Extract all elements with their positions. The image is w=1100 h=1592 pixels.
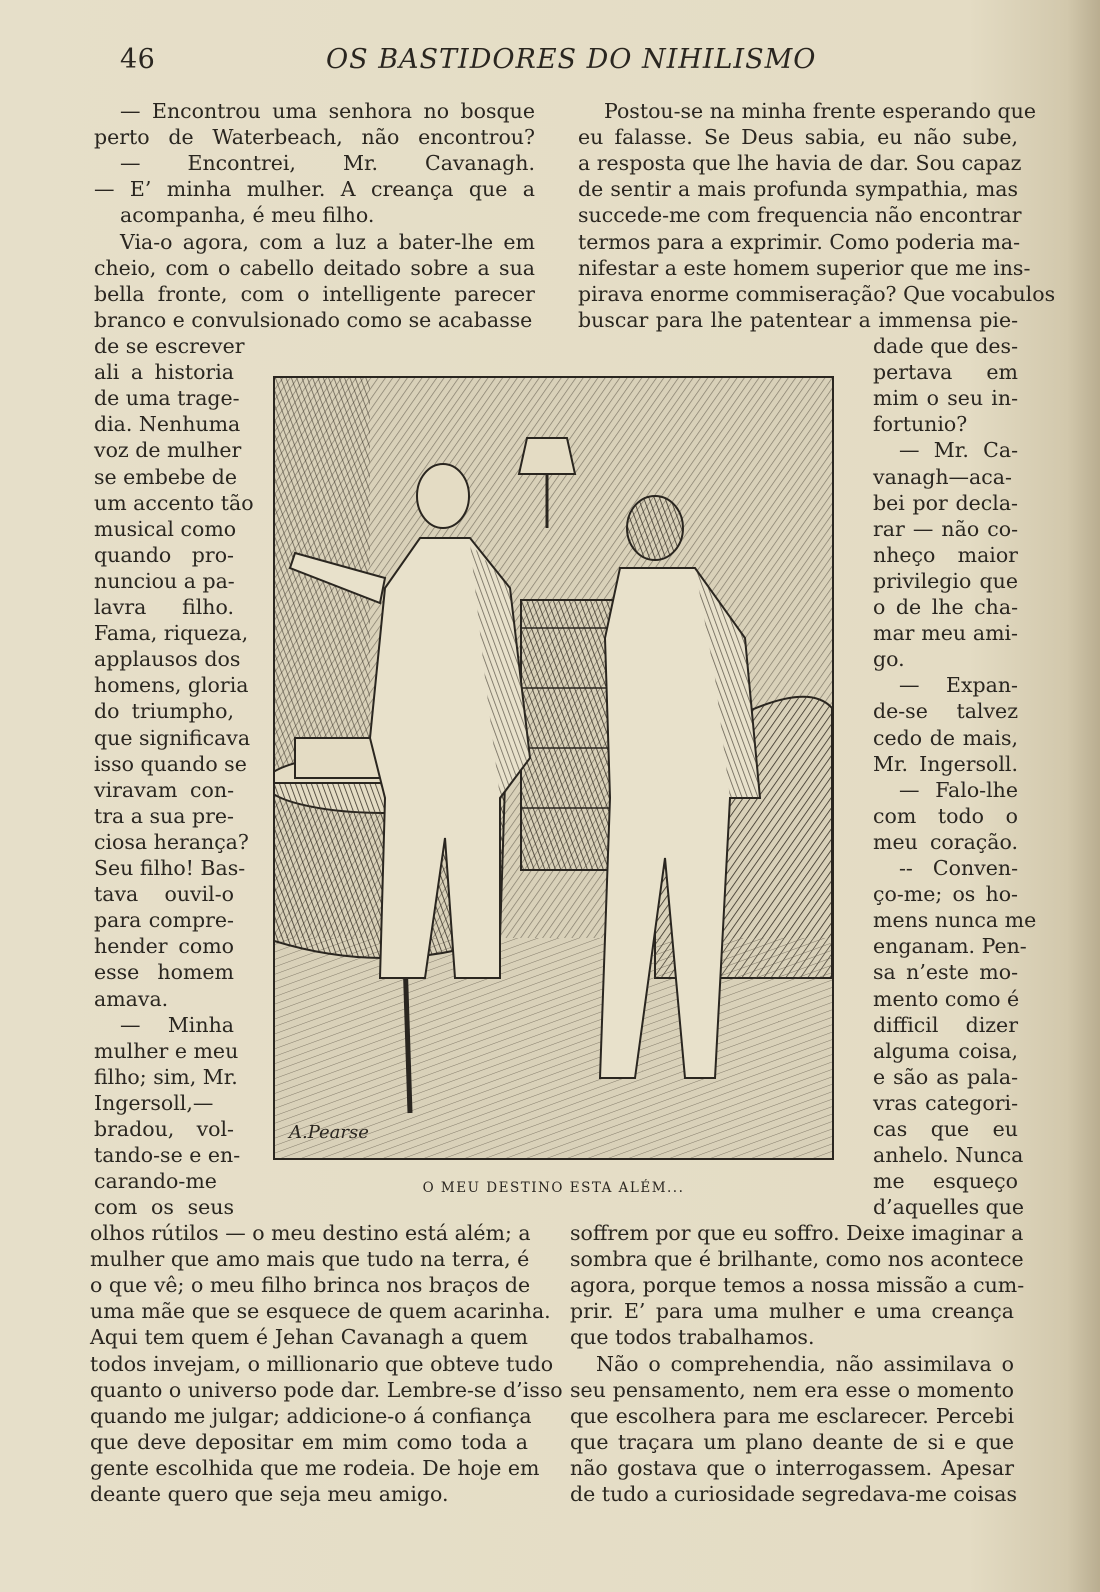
text-line: prir. E’ para uma mulher e uma creança [570, 1299, 1014, 1324]
text-line: que escolhera para me esclarecer. Percebi [570, 1403, 1014, 1428]
text-line: quando me julgar; addicione-o á confiança [90, 1403, 532, 1428]
text-line: quanto o universo pode dar. Lembre-se d’isso [90, 1377, 563, 1402]
text-line: tava ouvil-o [94, 882, 234, 907]
text-line: acompanha, é meu filho. [120, 203, 375, 228]
text-line: mulher que amo mais que tudo na terra, é [90, 1247, 530, 1272]
text-line: o que vê; o meu filho brinca nos braços de [90, 1273, 531, 1298]
text-line: tando-se e en- [94, 1143, 241, 1168]
text-line: Fama, riqueza, [94, 621, 249, 646]
text-line: que todos trabalhamos. [570, 1325, 815, 1350]
text-line: musical como [94, 516, 237, 541]
text-line: de uma trage- [94, 386, 240, 411]
text-line: fortunio? [873, 412, 968, 437]
text-line: pirava enorme commiseração? Que vocabulos [578, 281, 1056, 306]
text-line: um accento tão [94, 490, 254, 515]
text-line: succede-me com frequencia não encontrar [578, 203, 1022, 228]
text-line: soffrem por que eu soffro. Deixe imaginar a [570, 1221, 1024, 1245]
text-line: Seu filho! Bas- [94, 856, 246, 880]
text-line: com todo o [873, 803, 1018, 828]
text-line: Aqui tem quem é Jehan Cavanagh a quem [90, 1325, 528, 1350]
text-line: vanagh—aca- [873, 464, 1012, 489]
text-line: pertava em [873, 360, 1018, 385]
text-line: Postou-se na minha frente esperando que [604, 99, 1036, 123]
text-line: que significava [94, 725, 251, 750]
text-line: nifestar a este homem superior que me ins- [578, 255, 1031, 280]
page-number: 46 [120, 44, 156, 75]
text-line: mulher e meu [94, 1038, 239, 1063]
text-line: sombra que é brilhante, como nos acontece [570, 1247, 1024, 1272]
text-line: amava. [94, 986, 169, 1011]
text-line: — Mr. Ca- [899, 438, 1018, 463]
text-line: ço-me; os ho- [873, 882, 1018, 907]
text-line: Mr. Ingersoll. [873, 751, 1018, 776]
text-line: anhelo. Nunca [873, 1143, 1024, 1168]
text-line: o de lhe cha- [873, 595, 1018, 619]
text-line: de sentir a mais profunda sympathia, mas [578, 177, 1018, 202]
text-line: — E’ minha mulher. A creança que a [94, 177, 535, 202]
text-line: -- Conven- [899, 856, 1018, 880]
text-line: que deve depositar em mim como toda a [90, 1429, 528, 1454]
text-line: alguma coisa, [873, 1038, 1018, 1063]
text-line: filho; sim, Mr. [94, 1064, 238, 1089]
text-line: d’aquelles que [873, 1195, 1025, 1220]
text-line: Ingersoll,— [94, 1090, 214, 1115]
illustration [273, 376, 834, 1160]
text-line: cedo de mais, [873, 725, 1018, 750]
text-line: — Encontrei, Mr. Cavanagh. [120, 151, 535, 176]
text-line: seu pensamento, nem era esse o momento [570, 1377, 1014, 1402]
text-line: todos invejam, o millionario que obteve tudo [90, 1351, 554, 1376]
text-line: carando-me [94, 1169, 217, 1194]
text-line: se embebe de [94, 464, 238, 489]
text-line: termos para a exprimir. Como poderia ma- [578, 229, 1021, 254]
text-line: Não o comprehendia, não assimilava o [596, 1351, 1014, 1376]
text-line: agora, porque temos a nossa missão a cum- [570, 1273, 1025, 1298]
lamp-shade [519, 438, 575, 474]
text-line: eu falasse. Se Deus sabia, eu não sube, [578, 125, 1018, 150]
text-line: que traçara um plano deante de si e que [570, 1429, 1014, 1454]
text-line: esse homem [94, 960, 234, 985]
text-line: go. [873, 647, 905, 672]
text-line: mento como é [873, 986, 1020, 1011]
text-line: deante quero que seja meu amigo. [90, 1482, 449, 1506]
text-line: mim o seu in- [873, 386, 1018, 411]
text-line: branco e convulsionado como se acabasse [94, 307, 533, 332]
text-line: quando pro- [94, 542, 234, 567]
text-line: com os seus [94, 1195, 234, 1220]
text-line: olhos rútilos — o meu destino está além; a [90, 1221, 531, 1245]
text-line: vras categori- [873, 1090, 1018, 1115]
text-line: homens, gloria [94, 673, 249, 698]
text-line: nheço maior [873, 542, 1018, 567]
text-line: lavra filho. [94, 595, 234, 619]
text-line: perto de Waterbeach, não encontrou? [94, 125, 535, 150]
text-line: ciosa herança? [94, 829, 249, 854]
text-line: gente escolhida que me rodeia. De hoje em [90, 1455, 540, 1480]
text-line: nunciou a pa- [94, 568, 235, 593]
text-line: difficil dizer [873, 1012, 1018, 1037]
text-line: viravam con- [94, 777, 234, 802]
text-line: dade que des- [873, 334, 1018, 358]
text-line: bella fronte, com o intelligente parecer [94, 281, 535, 306]
text-line: para compre- [94, 908, 234, 933]
text-line: rar — não co- [873, 516, 1018, 541]
text-line: cas que eu [873, 1117, 1018, 1141]
text-line: do triumpho, [94, 699, 234, 724]
running-title: OS BASTIDORES DO NIHILISMO [326, 44, 817, 75]
text-line: voz de mulher [94, 438, 242, 463]
text-line: bradou, vol- [94, 1117, 234, 1141]
text-line: tra a sua pre- [94, 803, 234, 828]
text-line: applausos dos [94, 647, 241, 672]
text-line: — Minha [120, 1012, 234, 1037]
text-line: buscar para lhe patentear a immensa pie- [578, 307, 1018, 332]
text-line: mens nunca me [873, 908, 1037, 933]
text-line: — Falo-lhe [899, 777, 1018, 802]
text-line: isso quando se [94, 751, 247, 776]
text-line: meu coração. [873, 829, 1018, 854]
text-line: uma mãe que se esquece de quem acarinha. [90, 1299, 551, 1324]
illustration-caption: O MEU DESTINO ESTA ALÉM... [422, 1180, 685, 1196]
text-line: sa n’este mo- [873, 960, 1018, 985]
text-line: privilegio que [873, 568, 1018, 593]
text-line: mar meu ami- [873, 621, 1018, 646]
text-line: não gostava que o interrogassem. Apesar [570, 1455, 1014, 1480]
text-line: me esqueço [873, 1169, 1018, 1194]
text-line: de se escrever [94, 334, 245, 358]
engraving-figure [275, 378, 832, 1158]
artist-signature: A.Pearse [289, 1122, 369, 1143]
text-line: ali a historia [94, 360, 234, 385]
text-line: de-se talvez [873, 699, 1018, 724]
text-line: enganam. Pen- [873, 934, 1027, 959]
text-line: a resposta que lhe havia de dar. Sou capaz [578, 151, 1022, 176]
text-line: — Expan- [899, 673, 1018, 698]
text-line: cheio, com o cabello deitado sobre a sua [94, 255, 535, 280]
text-line: e são as pala- [873, 1064, 1018, 1089]
text-line: dia. Nenhuma [94, 412, 241, 437]
text-line: hender como [94, 934, 234, 959]
text-line: bei por decla- [873, 490, 1018, 515]
text-line: Via-o agora, com a luz a bater-lhe em [120, 229, 535, 254]
text-line: de tudo a curiosidade segredava-me coisas [570, 1482, 1018, 1506]
text-line: — Encontrou uma senhora no bosque [120, 99, 535, 123]
